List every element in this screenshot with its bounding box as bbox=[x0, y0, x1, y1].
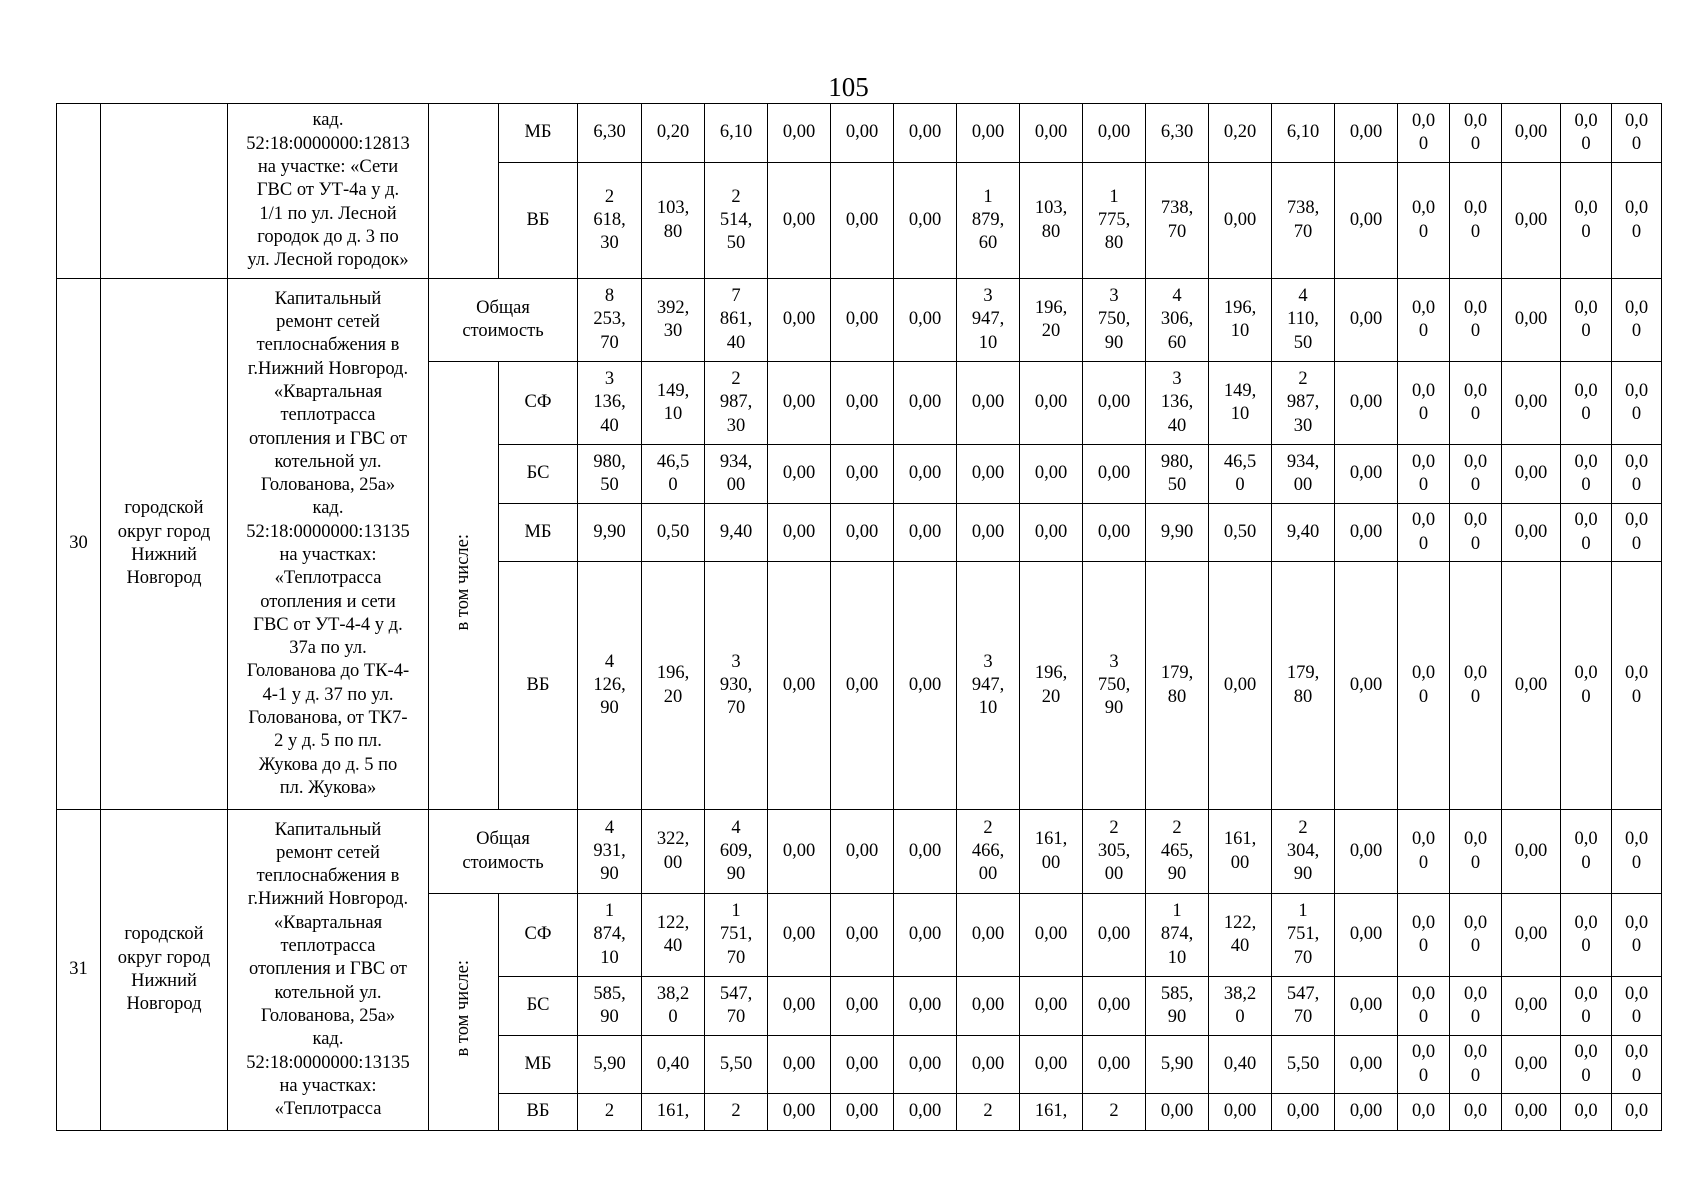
value-cell: 5,50 bbox=[705, 1036, 768, 1094]
value-cell: 0,00 bbox=[957, 445, 1020, 504]
value-cell: 0,00 bbox=[1146, 1094, 1209, 1131]
value-cell: 0,0 0 bbox=[1398, 894, 1450, 977]
value-cell: 0,00 bbox=[894, 445, 957, 504]
value-cell: 0,00 bbox=[1083, 1036, 1146, 1094]
value-cell: 0,0 0 bbox=[1612, 445, 1662, 504]
value-cell: 149, 10 bbox=[642, 362, 705, 445]
value-cell: 0,00 bbox=[768, 562, 831, 810]
value-cell: 2 466, 00 bbox=[957, 810, 1020, 894]
value-cell: 4 931, 90 bbox=[578, 810, 642, 894]
value-cell: 0,00 bbox=[1020, 362, 1083, 445]
value-cell: 0,0 0 bbox=[1450, 1036, 1502, 1094]
value-cell: 0,0 0 bbox=[1398, 977, 1450, 1036]
funding-source: МБ bbox=[499, 1036, 578, 1094]
including-label: в том числе: bbox=[452, 960, 473, 1057]
value-cell: 46,5 0 bbox=[642, 445, 705, 504]
value-cell: 0,0 0 bbox=[1612, 163, 1662, 279]
value-cell: 934, 00 bbox=[1272, 445, 1335, 504]
value-cell: 0,00 bbox=[831, 894, 894, 977]
funding-source: БС bbox=[499, 977, 578, 1036]
value-cell: 3 136, 40 bbox=[1146, 362, 1209, 445]
value-cell: 0,00 bbox=[1502, 562, 1561, 810]
value-cell: 0,0 0 bbox=[1450, 977, 1502, 1036]
including-label-cell bbox=[429, 362, 499, 810]
value-cell: 1 751, 70 bbox=[705, 894, 768, 977]
blank-cell bbox=[429, 104, 499, 279]
value-cell: 9,90 bbox=[1146, 504, 1209, 562]
value-cell: 161, bbox=[1020, 1094, 1083, 1131]
value-cell: 4 110, 50 bbox=[1272, 279, 1335, 362]
value-cell: 0,00 bbox=[1502, 894, 1561, 977]
value-cell: 4 306, 60 bbox=[1146, 279, 1209, 362]
value-cell: 738, 70 bbox=[1272, 163, 1335, 279]
value-cell: 0,00 bbox=[894, 163, 957, 279]
value-cell: 392, 30 bbox=[642, 279, 705, 362]
value-cell: 0,00 bbox=[831, 810, 894, 894]
value-cell: 0,0 0 bbox=[1612, 810, 1662, 894]
value-cell: 0,0 0 bbox=[1561, 279, 1612, 362]
value-cell: 5,90 bbox=[578, 1036, 642, 1094]
value-cell: 0,00 bbox=[894, 1036, 957, 1094]
value-cell: 196, 20 bbox=[642, 562, 705, 810]
value-cell: 980, 50 bbox=[1146, 445, 1209, 504]
value-cell: 0,00 bbox=[1502, 1094, 1561, 1131]
funding-source: ВБ bbox=[499, 562, 578, 810]
value-cell: 0,00 bbox=[768, 977, 831, 1036]
value-cell: 0,00 bbox=[894, 894, 957, 977]
value-cell: 0,0 0 bbox=[1561, 504, 1612, 562]
value-cell: 0,40 bbox=[1209, 1036, 1272, 1094]
value-cell: 2 bbox=[705, 1094, 768, 1131]
value-cell: 103, 80 bbox=[1020, 163, 1083, 279]
value-cell: 0,0 0 bbox=[1398, 562, 1450, 810]
value-cell: 0,0 0 bbox=[1561, 445, 1612, 504]
value-cell: 0,00 bbox=[1335, 163, 1398, 279]
value-cell: 38,2 0 bbox=[1209, 977, 1272, 1036]
value-cell: 0,40 bbox=[642, 1036, 705, 1094]
funding-source: ВБ bbox=[499, 163, 578, 279]
value-cell: 0,00 bbox=[894, 504, 957, 562]
value-cell: 8 253, 70 bbox=[578, 279, 642, 362]
value-cell: 179, 80 bbox=[1272, 562, 1335, 810]
value-cell: 0,0 0 bbox=[1561, 894, 1612, 977]
value-cell: 0,00 bbox=[1209, 163, 1272, 279]
municipality-cell bbox=[101, 104, 228, 279]
value-cell: 0,00 bbox=[1502, 977, 1561, 1036]
value-cell: 103, 80 bbox=[642, 163, 705, 279]
value-cell: 46,5 0 bbox=[1209, 445, 1272, 504]
value-cell: 0,0 0 bbox=[1450, 362, 1502, 445]
value-cell: 0,00 bbox=[894, 362, 957, 445]
value-cell: 0,00 bbox=[1502, 445, 1561, 504]
value-cell: 0,00 bbox=[768, 279, 831, 362]
value-cell: 0,0 bbox=[1450, 1094, 1502, 1131]
value-cell: 0,00 bbox=[957, 894, 1020, 977]
value-cell: 1 874, 10 bbox=[1146, 894, 1209, 977]
value-cell: 5,90 bbox=[1146, 1036, 1209, 1094]
value-cell: 0,0 bbox=[1398, 1094, 1450, 1131]
funding-source: МБ bbox=[499, 504, 578, 562]
value-cell: 0,00 bbox=[831, 445, 894, 504]
value-cell: 149, 10 bbox=[1209, 362, 1272, 445]
value-cell: 0,00 bbox=[894, 562, 957, 810]
value-cell: 0,00 bbox=[1083, 977, 1146, 1036]
including-label: в том числе: bbox=[452, 533, 473, 631]
value-cell: 0,00 bbox=[768, 104, 831, 163]
row-number: 31 bbox=[57, 810, 101, 1131]
funding-source: МБ bbox=[499, 104, 578, 163]
value-cell: 0,00 bbox=[1502, 1036, 1561, 1094]
value-cell: 0,00 bbox=[831, 1094, 894, 1131]
value-cell: 9,90 bbox=[578, 504, 642, 562]
value-cell: 0,0 0 bbox=[1398, 104, 1450, 163]
value-cell: 6,10 bbox=[1272, 104, 1335, 163]
page-number: 105 bbox=[828, 72, 869, 102]
value-cell: 0,0 0 bbox=[1561, 1036, 1612, 1094]
value-cell: 0,0 0 bbox=[1561, 562, 1612, 810]
value-cell: 161, 00 bbox=[1020, 810, 1083, 894]
value-cell: 1 879, 60 bbox=[957, 163, 1020, 279]
value-cell: 1 874, 10 bbox=[578, 894, 642, 977]
value-cell: 0,0 0 bbox=[1450, 810, 1502, 894]
value-cell: 0,00 bbox=[1335, 104, 1398, 163]
value-cell: 0,0 0 bbox=[1561, 810, 1612, 894]
value-cell: 2 514, 50 bbox=[705, 163, 768, 279]
value-cell: 980, 50 bbox=[578, 445, 642, 504]
value-cell: 0,0 0 bbox=[1450, 163, 1502, 279]
value-cell: 0,0 0 bbox=[1398, 1036, 1450, 1094]
value-cell: 161, bbox=[642, 1094, 705, 1131]
value-cell: 122, 40 bbox=[1209, 894, 1272, 977]
value-cell: 0,0 0 bbox=[1450, 894, 1502, 977]
value-cell: 0,0 0 bbox=[1398, 163, 1450, 279]
value-cell: 196, 20 bbox=[1020, 279, 1083, 362]
value-cell: 0,00 bbox=[894, 104, 957, 163]
value-cell: 0,50 bbox=[1209, 504, 1272, 562]
value-cell: 0,0 0 bbox=[1561, 362, 1612, 445]
funding-source: СФ bbox=[499, 894, 578, 977]
table-row bbox=[57, 104, 1662, 163]
value-cell: 3 947, 10 bbox=[957, 279, 1020, 362]
value-cell: 0,00 bbox=[768, 445, 831, 504]
value-cell: 0,0 bbox=[1561, 1094, 1612, 1131]
value-cell: 4 609, 90 bbox=[705, 810, 768, 894]
value-cell: 0,00 bbox=[1335, 362, 1398, 445]
budget-table bbox=[56, 103, 1662, 1131]
value-cell: 1 751, 70 bbox=[1272, 894, 1335, 977]
value-cell: 0,0 0 bbox=[1612, 894, 1662, 977]
value-cell: 3 750, 90 bbox=[1083, 562, 1146, 810]
value-cell: 4 126, 90 bbox=[578, 562, 642, 810]
value-cell: 738, 70 bbox=[1146, 163, 1209, 279]
value-cell: 0,00 bbox=[1209, 562, 1272, 810]
value-cell: 0,0 0 bbox=[1561, 163, 1612, 279]
value-cell: 0,00 bbox=[1502, 504, 1561, 562]
description-cell: Капитальный ремонт сетей теплоснабжения в г.Нижний Новгород. «Квартальная теплотрасса отопления и ГВС от котельной ул. Голованова, 25а» кад. 52:18:0000000:13135 на участках: «Теплотрасса отопления и сети ГВС от УТ-4-4 у д. 37а по ул. Голованова до ТК-4- 4-1 у д. 37 по ул. Голованова, от ТК7- 2 у д. 5 по пл. Жукова до д. 5 по пл. Жукова» bbox=[228, 279, 429, 810]
value-cell: 0,00 bbox=[831, 362, 894, 445]
value-cell: 547, 70 bbox=[705, 977, 768, 1036]
value-cell: 0,00 bbox=[957, 977, 1020, 1036]
value-cell: 196, 20 bbox=[1020, 562, 1083, 810]
value-cell: 5,50 bbox=[1272, 1036, 1335, 1094]
including-label-cell bbox=[429, 894, 499, 1131]
value-cell: 0,00 bbox=[768, 1036, 831, 1094]
description-cell: кад. 52:18:0000000:12813 на участке: «Сети ГВС от УТ-4а у д. 1/1 по ул. Лесной городок до д. 3 по ул. Лесной городок» bbox=[228, 104, 429, 279]
value-cell: 0,0 0 bbox=[1450, 279, 1502, 362]
value-cell: 0,00 bbox=[831, 1036, 894, 1094]
value-cell: 0,0 0 bbox=[1398, 504, 1450, 562]
value-cell: 3 930, 70 bbox=[705, 562, 768, 810]
value-cell: 0,00 bbox=[1020, 504, 1083, 562]
value-cell: 0,00 bbox=[1335, 810, 1398, 894]
value-cell: 38,2 0 bbox=[642, 977, 705, 1036]
value-cell: 547, 70 bbox=[1272, 977, 1335, 1036]
value-cell: 0,0 0 bbox=[1398, 810, 1450, 894]
value-cell: 0,00 bbox=[768, 894, 831, 977]
value-cell: 0,00 bbox=[1083, 894, 1146, 977]
value-cell: 0,00 bbox=[1083, 362, 1146, 445]
value-cell: 0,0 0 bbox=[1450, 562, 1502, 810]
value-cell: 0,00 bbox=[894, 810, 957, 894]
value-cell: 934, 00 bbox=[705, 445, 768, 504]
funding-source: ВБ bbox=[499, 1094, 578, 1131]
value-cell: 0,00 bbox=[831, 977, 894, 1036]
value-cell: 6,30 bbox=[1146, 104, 1209, 163]
value-cell: 0,00 bbox=[1502, 104, 1561, 163]
value-cell: 161, 00 bbox=[1209, 810, 1272, 894]
value-cell: 322, 00 bbox=[642, 810, 705, 894]
value-cell: 0,0 0 bbox=[1450, 445, 1502, 504]
value-cell: 0,00 bbox=[957, 104, 1020, 163]
value-cell: 3 750, 90 bbox=[1083, 279, 1146, 362]
value-cell: 0,00 bbox=[768, 504, 831, 562]
value-cell: 0,0 0 bbox=[1398, 279, 1450, 362]
description-cell: Капитальный ремонт сетей теплоснабжения в г.Нижний Новгород. «Квартальная теплотрасса отопления и ГВС от котельной ул. Голованова, 25а» кад. 52:18:0000000:13135 на участках: «Теплотрасса bbox=[228, 810, 429, 1131]
value-cell: 0,0 0 bbox=[1612, 562, 1662, 810]
value-cell: 0,00 bbox=[894, 977, 957, 1036]
value-cell: 0,0 0 bbox=[1612, 1036, 1662, 1094]
value-cell: 6,10 bbox=[705, 104, 768, 163]
value-cell: 0,50 bbox=[642, 504, 705, 562]
value-cell: 0,00 bbox=[1335, 894, 1398, 977]
value-cell: 2 987, 30 bbox=[1272, 362, 1335, 445]
value-cell: 0,00 bbox=[1020, 894, 1083, 977]
table-row bbox=[57, 810, 1662, 894]
value-cell: 0,00 bbox=[831, 504, 894, 562]
value-cell: 585, 90 bbox=[578, 977, 642, 1036]
value-cell: 0,00 bbox=[1502, 810, 1561, 894]
value-cell: 0,00 bbox=[1083, 504, 1146, 562]
value-cell: 0,0 0 bbox=[1450, 104, 1502, 163]
value-cell: 0,0 0 bbox=[1612, 362, 1662, 445]
value-cell: 0,0 bbox=[1612, 1094, 1662, 1131]
row-number: 30 bbox=[57, 279, 101, 810]
value-cell: 2 bbox=[957, 1094, 1020, 1131]
value-cell: 0,0 0 bbox=[1612, 104, 1662, 163]
municipality-cell: городской округ город Нижний Новгород bbox=[101, 279, 228, 810]
value-cell: 585, 90 bbox=[1146, 977, 1209, 1036]
value-cell: 3 947, 10 bbox=[957, 562, 1020, 810]
value-cell: 0,00 bbox=[1502, 362, 1561, 445]
value-cell: 0,00 bbox=[1335, 977, 1398, 1036]
value-cell: 7 861, 40 bbox=[705, 279, 768, 362]
value-cell: 0,00 bbox=[831, 104, 894, 163]
value-cell: 9,40 bbox=[705, 504, 768, 562]
value-cell: 0,00 bbox=[1335, 1036, 1398, 1094]
value-cell: 0,0 0 bbox=[1612, 504, 1662, 562]
value-cell: 0,00 bbox=[1502, 279, 1561, 362]
value-cell: 0,00 bbox=[1083, 445, 1146, 504]
value-cell: 0,00 bbox=[768, 810, 831, 894]
value-cell: 0,00 bbox=[1335, 504, 1398, 562]
row-number bbox=[57, 104, 101, 279]
value-cell: 0,00 bbox=[1020, 104, 1083, 163]
value-cell: 0,20 bbox=[642, 104, 705, 163]
funding-source: СФ bbox=[499, 362, 578, 445]
value-cell: 9,40 bbox=[1272, 504, 1335, 562]
value-cell: 0,00 bbox=[1502, 163, 1561, 279]
value-cell: 0,00 bbox=[957, 1036, 1020, 1094]
value-cell: 0,0 0 bbox=[1398, 445, 1450, 504]
value-cell: 2 987, 30 bbox=[705, 362, 768, 445]
value-cell: 0,00 bbox=[1335, 1094, 1398, 1131]
value-cell: 0,0 0 bbox=[1398, 362, 1450, 445]
value-cell: 0,0 0 bbox=[1612, 279, 1662, 362]
value-cell: 0,00 bbox=[1209, 1094, 1272, 1131]
value-cell: 2 bbox=[578, 1094, 642, 1131]
value-cell: 2 465, 90 bbox=[1146, 810, 1209, 894]
total-cost-label: Общая стоимость bbox=[429, 279, 578, 362]
value-cell: 0,00 bbox=[1335, 562, 1398, 810]
value-cell: 0,00 bbox=[768, 1094, 831, 1131]
value-cell: 179, 80 bbox=[1146, 562, 1209, 810]
value-cell: 0,00 bbox=[1020, 977, 1083, 1036]
value-cell: 196, 10 bbox=[1209, 279, 1272, 362]
value-cell: 0,00 bbox=[1335, 445, 1398, 504]
value-cell: 0,20 bbox=[1209, 104, 1272, 163]
value-cell: 0,00 bbox=[1020, 1036, 1083, 1094]
value-cell: 0,0 0 bbox=[1561, 104, 1612, 163]
value-cell: 1 775, 80 bbox=[1083, 163, 1146, 279]
value-cell: 6,30 bbox=[578, 104, 642, 163]
value-cell: 0,00 bbox=[894, 279, 957, 362]
value-cell: 0,00 bbox=[1335, 279, 1398, 362]
value-cell: 3 136, 40 bbox=[578, 362, 642, 445]
value-cell: 0,00 bbox=[1272, 1094, 1335, 1131]
value-cell: 0,0 0 bbox=[1561, 977, 1612, 1036]
value-cell: 0,00 bbox=[768, 163, 831, 279]
municipality-cell: городской округ город Нижний Новгород bbox=[101, 810, 228, 1131]
value-cell: 0,00 bbox=[831, 279, 894, 362]
value-cell: 0,00 bbox=[957, 362, 1020, 445]
value-cell: 0,00 bbox=[768, 362, 831, 445]
value-cell: 0,00 bbox=[831, 562, 894, 810]
value-cell: 0,00 bbox=[1020, 445, 1083, 504]
value-cell: 2 bbox=[1083, 1094, 1146, 1131]
value-cell: 122, 40 bbox=[642, 894, 705, 977]
value-cell: 0,0 0 bbox=[1612, 977, 1662, 1036]
value-cell: 0,00 bbox=[831, 163, 894, 279]
value-cell: 2 304, 90 bbox=[1272, 810, 1335, 894]
value-cell: 2 618, 30 bbox=[578, 163, 642, 279]
value-cell: 0,0 0 bbox=[1450, 504, 1502, 562]
table-row bbox=[57, 279, 1662, 362]
value-cell: 0,00 bbox=[957, 504, 1020, 562]
total-cost-label: Общая стоимость bbox=[429, 810, 578, 894]
value-cell: 0,00 bbox=[1083, 104, 1146, 163]
value-cell: 2 305, 00 bbox=[1083, 810, 1146, 894]
funding-source: БС bbox=[499, 445, 578, 504]
value-cell: 0,00 bbox=[894, 1094, 957, 1131]
